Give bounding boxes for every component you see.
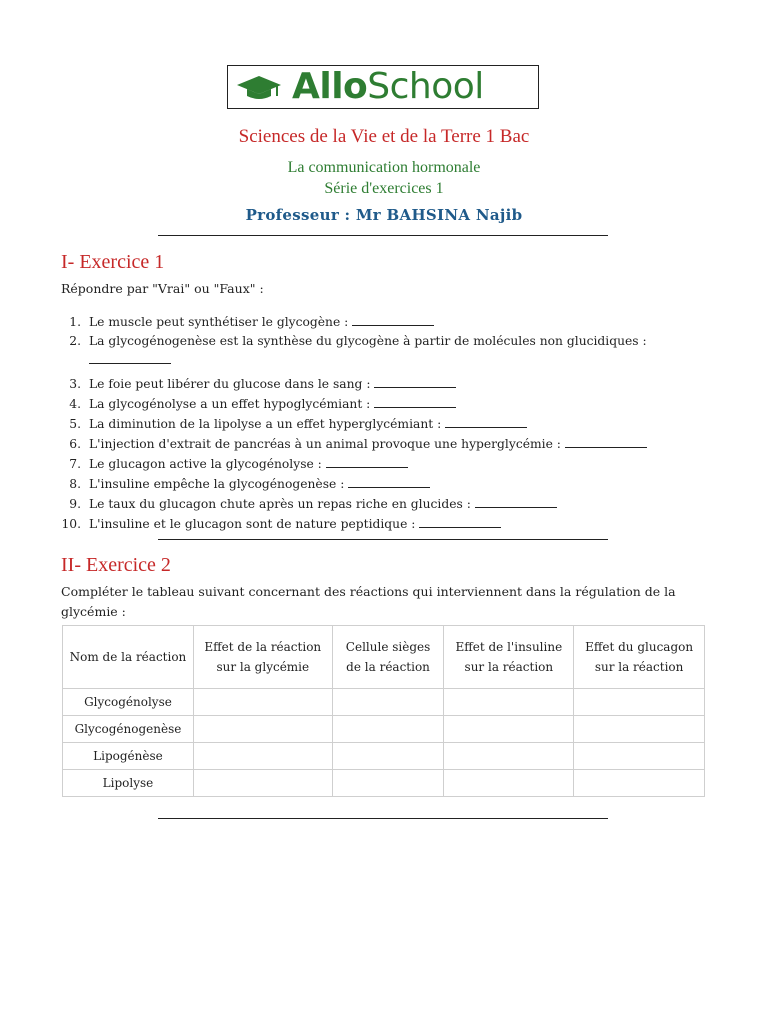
answer-cell[interactable] <box>444 743 574 770</box>
answer-cell[interactable] <box>574 716 705 743</box>
exercise1-list <box>61 312 681 534</box>
alloschool-logo <box>227 65 539 109</box>
answer-cell[interactable] <box>193 689 332 716</box>
answer-blank[interactable] <box>419 517 501 528</box>
reaction-name: Lipogénèse <box>63 743 194 770</box>
reaction-name: Glycogénolyse <box>63 689 194 716</box>
answer-blank[interactable] <box>445 417 527 428</box>
table-row <box>63 716 705 743</box>
subject-title: Sciences de la Vie et de la Terre 1 Bac <box>238 126 530 147</box>
answer-cell[interactable] <box>444 770 574 797</box>
answer-cell[interactable] <box>332 770 444 797</box>
answer-cell[interactable] <box>332 689 444 716</box>
logo-wordmark: AlloSchool <box>292 66 484 107</box>
list-item: 8. L'insuline empêche la glycogénogenèse : <box>61 474 681 494</box>
divider <box>158 235 608 236</box>
answer-cell[interactable] <box>193 743 332 770</box>
answer-blank[interactable] <box>475 497 557 508</box>
answer-blank[interactable] <box>374 377 456 388</box>
list-item: 5. La diminution de la lipolyse a un effet hyperglycémiant : <box>61 414 681 434</box>
answer-cell[interactable] <box>574 743 705 770</box>
answer-cell[interactable] <box>444 689 574 716</box>
answer-blank[interactable] <box>89 353 171 364</box>
column-header: Effet du glucagon sur la réaction <box>574 626 705 689</box>
answer-cell[interactable] <box>193 770 332 797</box>
answer-cell[interactable] <box>574 689 705 716</box>
topic-title: La communication hormonale <box>287 159 481 176</box>
exercise2-title: II- Exercice 2 <box>61 554 171 576</box>
answer-blank[interactable] <box>352 315 434 326</box>
column-header: Effet de l'insuline sur la réaction <box>444 626 574 689</box>
table-row <box>63 743 705 770</box>
answer-cell[interactable] <box>574 770 705 797</box>
list-item: 7. Le glucagon active la glycogénolyse : <box>61 454 681 474</box>
list-item: 3. Le foie peut libérer du glucose dans le sang : <box>61 374 681 394</box>
column-header: Nom de la réaction <box>63 626 194 689</box>
divider <box>158 539 608 540</box>
teacher-name: Professeur : Mr BAHSINA Najib <box>245 206 523 224</box>
reactions-table <box>62 625 705 797</box>
list-item: 10. L'insuline et le glucagon sont de nature peptidique : <box>61 514 681 534</box>
list-item: 1. Le muscle peut synthétiser le glycogène : <box>61 312 681 332</box>
answer-cell[interactable] <box>332 716 444 743</box>
exercise1-title: I- Exercice 1 <box>61 251 165 273</box>
table-row <box>63 770 705 797</box>
list-item: 6. L'injection d'extrait de pancréas à un animal provoque une hyperglycémie : <box>61 434 681 454</box>
answer-blank[interactable] <box>374 397 456 408</box>
list-item: 2. La glycogénogenèse est la synthèse du glycogène à partir de molécules non glucidiques : <box>61 332 681 370</box>
answer-cell[interactable] <box>332 743 444 770</box>
table-row <box>63 689 705 716</box>
reaction-name: Lipolyse <box>63 770 194 797</box>
exercise2-instruction: Compléter le tableau suivant concernant des réactions qui interviennent dans la régulation de la glycémie : <box>61 584 676 619</box>
answer-blank[interactable] <box>565 437 647 448</box>
answer-cell[interactable] <box>193 716 332 743</box>
exercise1-instruction: Répondre par "Vrai" ou "Faux" : <box>61 281 264 296</box>
series-title: Série d'exercices 1 <box>324 180 444 197</box>
answer-blank[interactable] <box>348 477 430 488</box>
graduation-cap-icon <box>236 74 282 102</box>
column-header: Effet de la réaction sur la glycémie <box>193 626 332 689</box>
reaction-name: Glycogénogenèse <box>63 716 194 743</box>
list-item: 9. Le taux du glucagon chute après un repas riche en glucides : <box>61 494 681 514</box>
answer-blank[interactable] <box>326 457 408 468</box>
column-header: Cellule sièges de la réaction <box>332 626 444 689</box>
answer-cell[interactable] <box>444 716 574 743</box>
list-item: 4. La glycogénolyse a un effet hypoglycémiant : <box>61 394 681 414</box>
table-header-row <box>63 626 705 689</box>
divider <box>158 818 608 819</box>
